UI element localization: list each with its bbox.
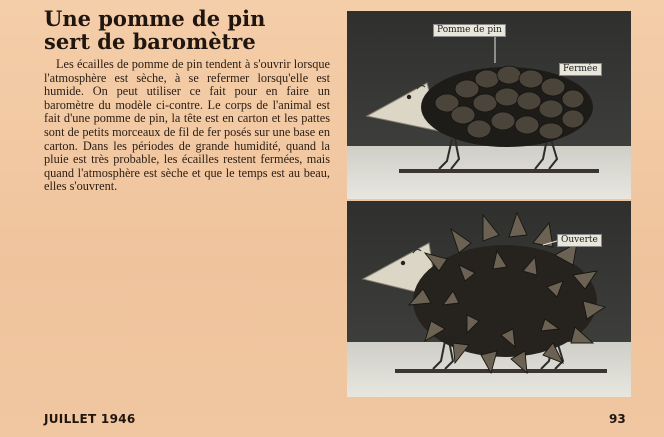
label-closed: Fermée xyxy=(559,63,602,76)
issue-date: JUILLET 1946 xyxy=(44,412,136,426)
label-open: Ouverte xyxy=(557,234,602,247)
eye xyxy=(407,95,411,99)
article-title xyxy=(44,7,324,53)
title-line-2: sert de baromètre xyxy=(44,29,256,54)
hedgehog-closed-illustration xyxy=(347,11,631,199)
page-number: 93 xyxy=(609,412,626,426)
label-pine-cone: Pomme de pin xyxy=(433,24,506,37)
front-leg xyxy=(439,139,459,169)
cardboard-base xyxy=(399,169,599,173)
eye xyxy=(401,261,405,265)
title-line-1: Une pomme de pin xyxy=(44,6,266,31)
hedgehog-open-illustration xyxy=(347,201,631,397)
article-body: Les écailles de pomme de pin tendent à s'ouvrir lorsque l'atmosphère est sèche, à se refermer lorsqu'elle est humide. On peut utiliser ce fait pour en faire un baromètre du modèle ci-contre. Le corps de l'animal est fait d'une pomme de pin, la tête est en carton et les pattes sont de petits morceaux de fil de fer posés sur une base en carton. Dans les périodes de grande humidité, quand la pluie est très probable, les écailles restent fermées, mais quand l'atmosphère est sèche et que le temps est au beau, elles s'ouvrent. xyxy=(44,57,330,194)
photo-closed-cone xyxy=(347,11,631,199)
photo-open-cone xyxy=(347,201,631,397)
cardboard-base xyxy=(395,369,607,373)
